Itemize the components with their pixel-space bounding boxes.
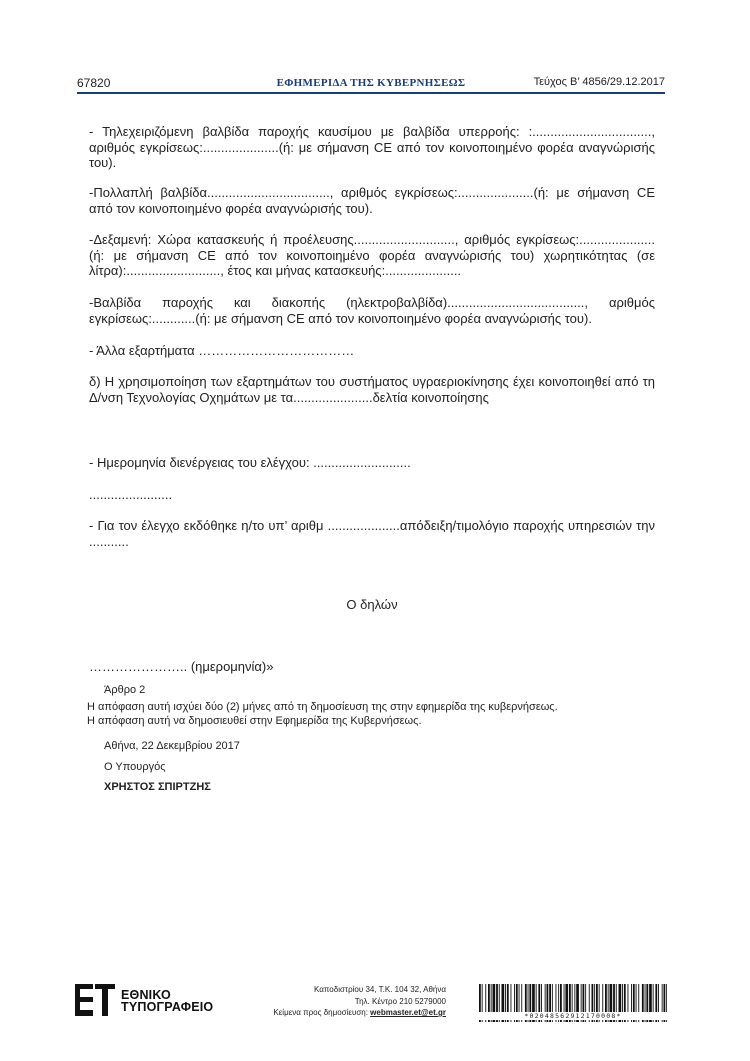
date-placeholder: ………………….. (ημερομηνία)» [89, 659, 274, 674]
footer-contact [240, 984, 446, 1019]
article-line-2: Η απόφαση αυτή να δημοσιευθεί στην Εφημερίδα της Κυβερνήσεως. [87, 715, 422, 727]
paragraph-notification: δ) Η χρησιμοποίηση των εξαρτημάτων του συστήματος υγραεριοκίνησης έχει κοινοποιηθεί από τη Δ/νση Τεχνολογίας Οχημάτων με τα......................δελτία κοινοποίησης [89, 374, 655, 405]
paragraph-inspection-date: - Ημερομηνία διενέργειας του ελέγχου: ........................... [89, 455, 411, 470]
header-divider [77, 92, 665, 94]
submission-email-link[interactable]: webmaster.et@et.gr [370, 1008, 446, 1017]
footer-submission-line: Κείμενα προς δημοσίευση: webmaster.et@et.gr [273, 1008, 446, 1017]
declarant-label: Ο δηλών [346, 597, 398, 612]
paragraph-other-parts: - Άλλα εξαρτήματα ……………………………… [89, 343, 355, 358]
paragraph-remote-valve: - Τηλεχειριζόμενη βαλβίδα παροχής καυσίμου με βαλβίδα υπερροής: :................................., αριθμός εγκρίσεως:.....................(ή: με σήμανση CE από τον κοινοποιημένο φορέα αναγνώρισής του). [89, 124, 655, 170]
footer-address-line: Καποδιστρίου 34, Τ.Κ. 104 32, Αθήνα [314, 985, 446, 994]
signature-name: ΧΡΗΣΤΟΣ ΣΠΙΡΤΖΗΣ [104, 781, 211, 793]
barcode-number: *02048562912170008* [479, 1012, 667, 1020]
article-line-1: Η απόφαση αυτή ισχύει δύο (2) μήνες από τη δημοσίευση της στην εφημερίδα της κυβερνήσεως. [87, 701, 558, 713]
et-logo-icon [75, 984, 115, 1016]
paragraph-receipt: - Για τον έλεγχο εκδόθηκε η/το υπ’ αριθμ ....................απόδειξη/τιμολόγιο παροχής υπηρεσιών την ........... [89, 518, 655, 549]
paragraph-solenoid-valve: -Βαλβίδα παροχής και διακοπής (ηλεκτροβαλβίδα)......................................, αριθμός εγκρίσεως:............(ή: με σήμανση CE από τον κοινοποιημένο φορέα αναγνώρισής του). [89, 295, 655, 326]
page-number: 67820 [77, 76, 111, 90]
article-heading: Άρθρο 2 [104, 684, 146, 696]
signature-place-date: Αθήνα, 22 Δεκεμβρίου 2017 [104, 740, 240, 752]
signature-role: Ο Υπουργός [104, 761, 166, 773]
paragraph-dots: ....................... [89, 487, 173, 502]
gazette-title: ΕΦΗΜΕΡΙΔΑ ΤΗΣ ΚΥΒΕΡΝΗΣΕΩΣ [276, 77, 466, 89]
logo-wordmark: ΕΘΝΙΚΟ ΤΥΠΟΓΡΑΦΕΙΟ [121, 988, 214, 1014]
footer-phone-line: Τηλ. Κέντρο 210 5279000 [354, 996, 446, 1006]
paragraph-tank: -Δεξαμενή: Χώρα κατασκευής ή προέλευσης............................, αριθμός εγκρίσεως:.....................(ή: με σήμανση CE από τον κοινοποιημένο φορέα αναγνώρισής του) χωρητικότητας (σε λίτρα):.........................., έτος και μήνας κατασκευής:..................... [89, 232, 655, 278]
issue-number: Τεύχος Β’ 4856/29.12.2017 [533, 76, 665, 88]
paragraph-multi-valve: -Πολλαπλή βαλβίδα.................................., αριθμός εγκρίσεως:.....................(ή: με σήμανση CE από τον κοινοποιημένο φορέα αναγνώρισής του). [89, 185, 655, 216]
